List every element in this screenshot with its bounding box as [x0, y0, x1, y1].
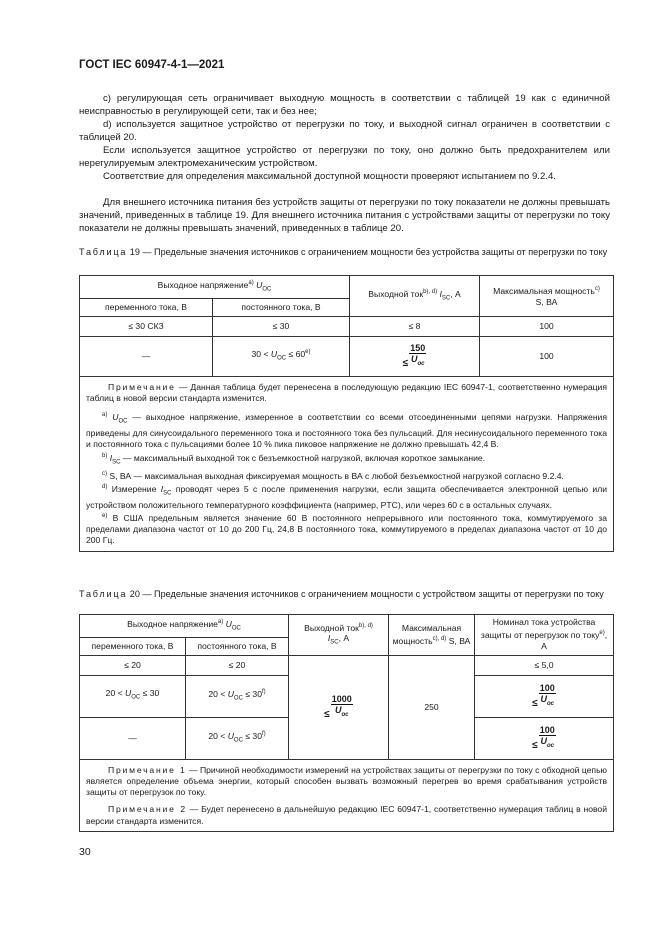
t20-r2-nominal-formula: ≤ $\frac{100}{U_{oc}}$: [475, 675, 614, 717]
t19-header-current: Выходной ток$^{b), d)}$ $I_{SC}$, А: [350, 276, 480, 317]
paragraph-item-d: d) используется защитное устройство от перегрузки по току, и выходной сигнал ограничен в соответствии с таблицей 20.: [79, 119, 610, 143]
t19-r1-ac: ≤ 30 СКЗ: [80, 316, 213, 336]
t20-header-dc: постоянного тока, В: [186, 637, 289, 655]
t20-power: 250: [389, 655, 475, 759]
page-number: 30: [79, 846, 91, 858]
t20-r2-dc: $20 < U_{OC} \le 30^{f)}$: [186, 675, 289, 717]
paragraph-external-supply: Для внешнего источника питания без устройств защиты от перегрузки по току показатели не должны превышать значений, приведенных в таблице 19. Для внешнего источника питания с устройствами защиты от перегрузки по току показатели не должны превышать значений, приведенных в таблице 20.: [79, 197, 610, 234]
table20-caption: Таблица 20 — Предельные значения источников с ограничением мощности с устройством защиты от перегрузки по току: [79, 589, 604, 599]
t20-header-ac: переменного тока, В: [80, 637, 186, 655]
table19-caption: Таблица 19 — Предельные значения источников с ограничением мощности без устройства защиты от перегрузки по току: [79, 247, 608, 257]
t20-r1-ac: ≤ 20: [80, 655, 186, 675]
t20-r1-dc: ≤ 20: [186, 655, 289, 675]
t19-r1-dc: ≤ 30: [213, 316, 350, 336]
t20-r3-ac: —: [80, 717, 186, 759]
t19-r2-dc: $30 < U_{OC} \le 60^{e)}$: [213, 336, 350, 376]
t19-r2-ac: —: [80, 336, 213, 376]
t20-r2-ac: $20 < U_{OC} \le 30$: [80, 675, 186, 717]
paragraph-item-c: c) регулирующая сеть ограничивает выходную мощность в соответствии с таблицей 19 как с единичной неисправностью в регулирующей сети, так и без нее;: [79, 93, 610, 117]
t19-notes: Примечание — Данная таблица будет перенесена в последующую редакцию IEC 60947-1, соответственно нумерация таблиц в новой версии стандарта изменится. $^{a)}$ $U_{OC}$ — выходное напряжение, измеренное в соответствии со всеми отсоединенными цепями нагрузки. Напряжения приведены для синусоидального переменного тока и постоянного тока без пульсаций. Для несинусоидального переменного тока и постоянного тока с пульсациями более 10 % пика пиковое напряжение не должно превышать 42,4 В. $^{b)}$ $I_{SC}$ — максимальный выходной ток с безъемкостной нагрузкой, включая короткое замыкание. $^{c)}$ S, ВА — максимальная выходная фиксируемая мощность в ВА с любой безъемкостной нагрузкой согласно 9.2.4. $^{d)}$ Измерение $I_{SC}$ проводят через 5 с после применения нагрузки, если защита обеспечивается электронной цепью или устройством положительного температурного коэффициента (например, PTC), или через 60 с в остальных случаях. $^{e)}$ В США предельным является значение 60 В постоянного непрерывного или постоянного тока, коммутируемого за пределами диапазона частот от 10 до 200 Гц, 24,8 В постоянного тока, коммутируемого в пределах диапазона частот от 10 до 200 Гц.: [80, 376, 614, 551]
t20-header-nominal: Номинал тока устройства защиты от перегрузок по току$^{e)}$, А: [475, 615, 614, 656]
t20-header-voltage: Выходное напряжение$^{a)}$ $U_{OC}$: [80, 615, 289, 638]
t19-header-ac: переменного тока, В: [80, 298, 213, 316]
paragraph-compliance: Соответствие для определения максимальной доступной мощности проверяют испытанием по 9.2.4.: [103, 171, 556, 182]
paragraph-fuse: Если используется защитное устройство от перегрузки по току, оно должно быть предохранителем или нерегулируемым электромеханическим устройством.: [79, 145, 610, 169]
t20-header-power: Максимальная мощность$^{c), d)}$ S, ВА: [389, 615, 475, 656]
t20-current-formula: ≤ $\frac{1000}{U_{oc}}$: [289, 655, 389, 759]
table-20: [79, 614, 614, 832]
table-19: [79, 275, 614, 552]
t19-header-dc: постоянного тока, В: [213, 298, 350, 316]
document-header: ГОСТ IEC 60947-4-1—2021: [79, 59, 225, 71]
t19-r1-power: 100: [480, 316, 614, 336]
t20-r3-nominal-formula: ≤ $\frac{100}{U_{oc}}$: [475, 717, 614, 759]
t19-header-voltage: Выходное напряжение$^{a)}$ $U_{OC}$: [80, 276, 350, 299]
t19-r2-power: 100: [480, 336, 614, 376]
t20-r3-dc: $20 < U_{OC} \le 30^{f)}$: [186, 717, 289, 759]
t19-r1-current: ≤ 8: [350, 316, 480, 336]
t19-header-power: Максимальная мощность$^{c)}$ S, ВА: [480, 276, 614, 317]
t19-r2-current-formula: ≤ $\frac{150}{U_{oc}}$: [350, 336, 480, 376]
t20-header-current: Выходной ток$^{b), d)}$ $I_{SC}$, А: [289, 615, 389, 656]
t20-notes: Примечание 1 — Причиной необходимости измерений на устройствах защиты от перегрузки по току с обходной цепью является определение объема энергии, который способен вызвать возможный перегрев во время срабатывания устройств защиты от перегрузок по току. Примечание 2 — Будет перенесено в дальнейшую редакцию IEC 60947-1, соответственно нумерация таблиц в новой версии стандарта изменится.: [80, 759, 614, 831]
t20-r1-nominal: ≤ 5,0: [475, 655, 614, 675]
